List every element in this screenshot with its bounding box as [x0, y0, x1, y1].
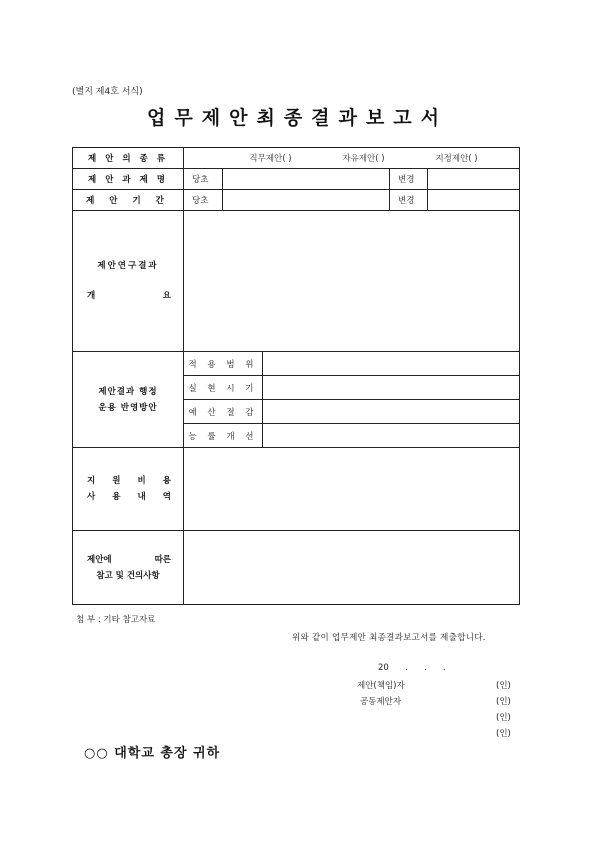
row-proposal-period: [73, 190, 520, 211]
date-line: 20 . . .: [378, 663, 446, 673]
budget-saving-label: 예 산 절 감: [184, 400, 263, 424]
scope-label: 적 용 범 위: [184, 352, 263, 376]
proposal-report-table: [72, 147, 520, 605]
efficiency-label: 능 률 개 선: [184, 424, 263, 448]
addressee-line: ○○ 대학교 총장 귀하: [84, 746, 221, 761]
responsible-proposer-seal[interactable]: (인): [496, 681, 511, 691]
subject-changed-label: 변경: [390, 169, 428, 190]
co-proposer-seal[interactable]: (인): [496, 697, 511, 707]
row-support-cost: [73, 448, 520, 531]
proposal-subject-label: 제 안 과 제 명: [73, 169, 184, 190]
admin-application-label-line1: 제안결과 행정: [98, 386, 158, 397]
scope-field[interactable]: [263, 352, 520, 376]
proposal-type-options: [184, 148, 520, 169]
reference-label-line1: 제안에 따른: [87, 554, 171, 565]
option-designated-proposal[interactable]: 지정제안( ): [435, 154, 478, 164]
co-proposer-label: 공동제안자: [360, 697, 402, 707]
admin-application-label: [73, 352, 184, 448]
row-proposal-type: [73, 148, 520, 169]
support-cost-field[interactable]: [184, 448, 520, 531]
research-summary-label-line2: 개 요: [87, 291, 171, 301]
reference-field[interactable]: [184, 531, 520, 605]
timing-field[interactable]: [263, 376, 520, 400]
submission-statement: 위와 같이 업무제안 최종결과보고서를 제출합니다.: [292, 633, 486, 643]
timing-label: 실 현 시 기: [184, 376, 263, 400]
support-cost-label-line1: 지 원 비 용: [87, 476, 171, 486]
support-cost-label: [73, 448, 184, 531]
row-research-summary: [73, 211, 520, 352]
subject-changed-field[interactable]: [428, 169, 520, 190]
option-job-proposal[interactable]: 직무제안( ): [249, 154, 292, 164]
period-original-label: 당초: [184, 190, 223, 211]
responsible-proposer-label: 제안(책임)자: [357, 681, 405, 691]
option-free-proposal[interactable]: 자유제안( ): [342, 154, 385, 164]
reference-label: [73, 531, 184, 605]
admin-application-label-line2: 운용 반영방안: [98, 402, 158, 413]
row-admin-scope: [73, 352, 520, 376]
period-changed-label: 변경: [390, 190, 428, 211]
period-changed-field[interactable]: [428, 190, 520, 211]
extra-seal-2[interactable]: (인): [496, 729, 511, 739]
research-summary-label-line1: 제안연구결과: [97, 261, 159, 271]
budget-saving-field[interactable]: [263, 400, 520, 424]
reference-label-line2: 참고 및 건의사항: [96, 570, 160, 581]
document-title: 업무제안최종결과보고서: [147, 107, 448, 129]
proposal-period-label: 제 안 기 간: [73, 190, 184, 211]
subject-original-field[interactable]: [223, 169, 390, 190]
research-summary-field[interactable]: [184, 211, 520, 352]
row-proposal-subject: [73, 169, 520, 190]
period-original-field[interactable]: [223, 190, 390, 211]
form-number-note: (별지 제4호 서식): [72, 87, 143, 97]
support-cost-label-line2: 사 용 내 역: [87, 492, 171, 502]
research-summary-label: [73, 211, 184, 352]
subject-original-label: 당초: [184, 169, 223, 190]
proposal-type-label: 제 안 의 종 류: [73, 148, 184, 169]
efficiency-field[interactable]: [263, 424, 520, 448]
extra-seal-1[interactable]: (인): [496, 713, 511, 723]
row-reference: [73, 531, 520, 605]
attachment-note: 첨 부 : 기타 참고자료: [76, 615, 156, 625]
